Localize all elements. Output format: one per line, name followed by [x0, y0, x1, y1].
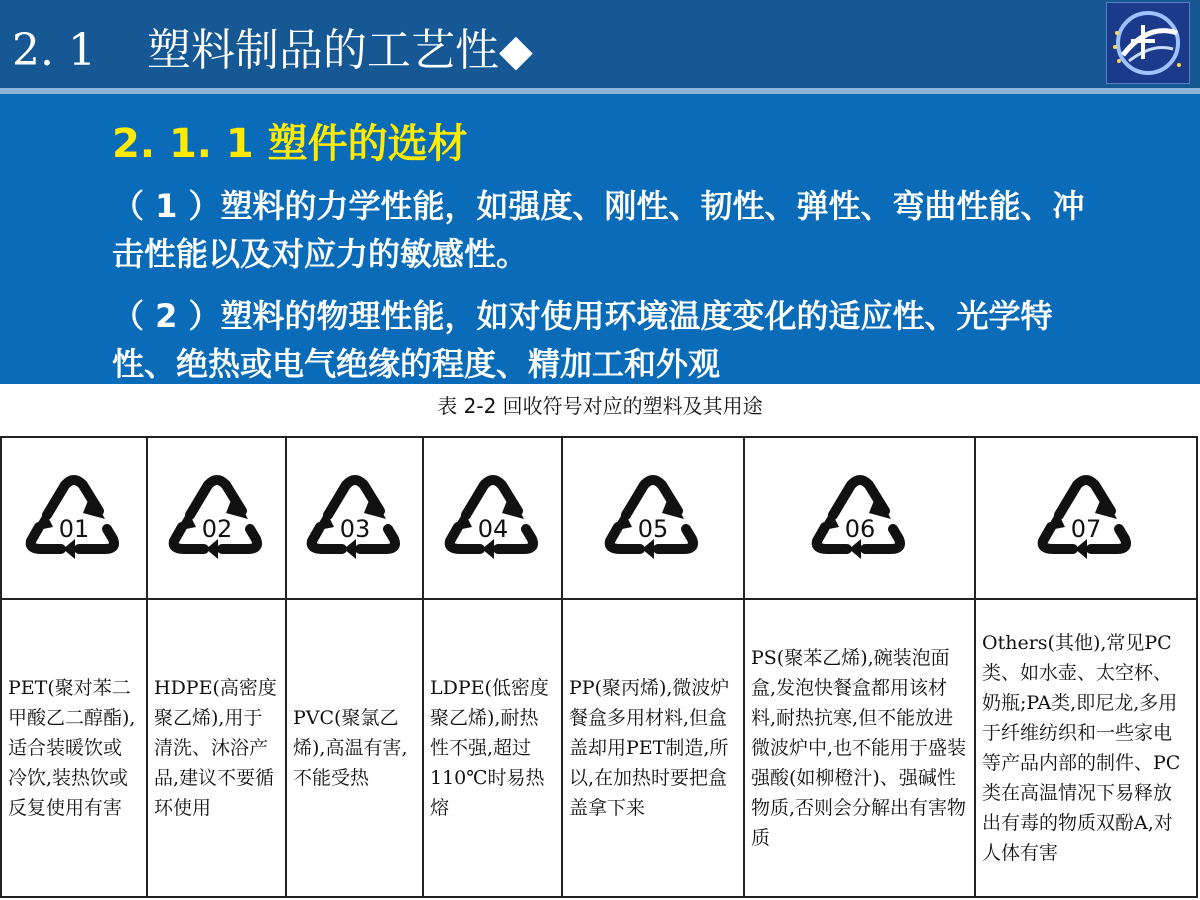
recycle-symbol-icon — [19, 463, 129, 573]
university-logo-icon — [1106, 2, 1190, 84]
recycle-symbol-icon — [162, 463, 272, 573]
description-cell-pet: PET(聚对苯二甲酸乙二醇酯),适合装暖饮或冷饮,装热饮或反复使用有害 — [1, 599, 147, 897]
symbol-code: 02 — [201, 515, 232, 543]
section-number: 2. 1 — [12, 25, 96, 76]
recycle-symbol-icon — [300, 463, 410, 573]
symbol-cell — [286, 437, 423, 599]
symbol-cell — [744, 437, 975, 599]
slide-header — [0, 0, 1200, 88]
symbol-code: 04 — [477, 515, 508, 543]
symbol-cell — [147, 437, 286, 599]
description-cell-ldpe: LDPE(低密度聚乙烯),耐热性不强,超过110℃时易热熔 — [423, 599, 562, 897]
subsection-heading: 2. 1. 1 塑件的选材 — [112, 121, 468, 167]
description-cell-pvc: PVC(聚氯乙烯),高温有害,不能受热 — [286, 599, 423, 897]
recycle-symbol-icon — [438, 463, 548, 573]
description-cell-others: Others(其他),常见PC类、如水壶、太空杯、奶瓶;PA类,即尼龙,多用于纤维纺织和一些家电等产品内部的制件、PC类在高温情况下易释放出有毒的物质双酚A,对人体有害 — [975, 599, 1197, 897]
description-cell-hdpe: HDPE(高密度聚乙烯),用于清洗、沐浴产品,建议不要循环使用 — [147, 599, 286, 897]
recycle-table — [0, 436, 1198, 898]
symbol-code: 07 — [1070, 515, 1102, 543]
section-title: 塑料制品的工艺性◆ — [147, 25, 533, 76]
paragraph-physical: （ 2 ）塑料的物理性能，如对使用环境温度变化的适应性、光学特性、绝热或电气绝缘的程度、精加工和外观 — [112, 297, 1053, 383]
recycle-symbol-icon — [1031, 463, 1141, 573]
symbol-code: 06 — [844, 515, 875, 543]
paragraph-mechanical: （ 1 ）塑料的力学性能，如强度、刚性、韧性、弹性、弯曲性能、冲击性能以及对应力的敏感性。 — [112, 187, 1085, 273]
description-cell-pp: PP(聚丙烯),微波炉餐盒多用材料,但盒盖却用PET制造,所以,在加热时要把盒盖拿下来 — [562, 599, 744, 897]
description-cell-ps: PS(聚苯乙烯),碗装泡面盒,发泡快餐盒都用该材料,耐热抗寒,但不能放进微波炉中,也不能用于盛装强酸(如柳橙汁)、强碱性物质,否则会分解出有害物质 — [744, 599, 975, 897]
symbol-code: 03 — [339, 515, 370, 543]
slide-title — [12, 14, 533, 78]
recycle-table-figure — [0, 384, 1200, 900]
symbol-cell — [1, 437, 147, 599]
symbol-cell — [562, 437, 744, 599]
symbol-cell — [975, 437, 1197, 599]
description-row — [1, 599, 1197, 897]
recycle-symbol-icon — [805, 463, 915, 573]
symbol-code: 05 — [637, 515, 669, 543]
table-caption: 表 2-2 回收符号对应的塑料及其用途 — [437, 394, 763, 418]
symbol-row — [1, 437, 1197, 599]
symbol-cell — [423, 437, 562, 599]
recycle-symbol-icon — [598, 463, 708, 573]
symbol-code: 01 — [58, 515, 90, 543]
